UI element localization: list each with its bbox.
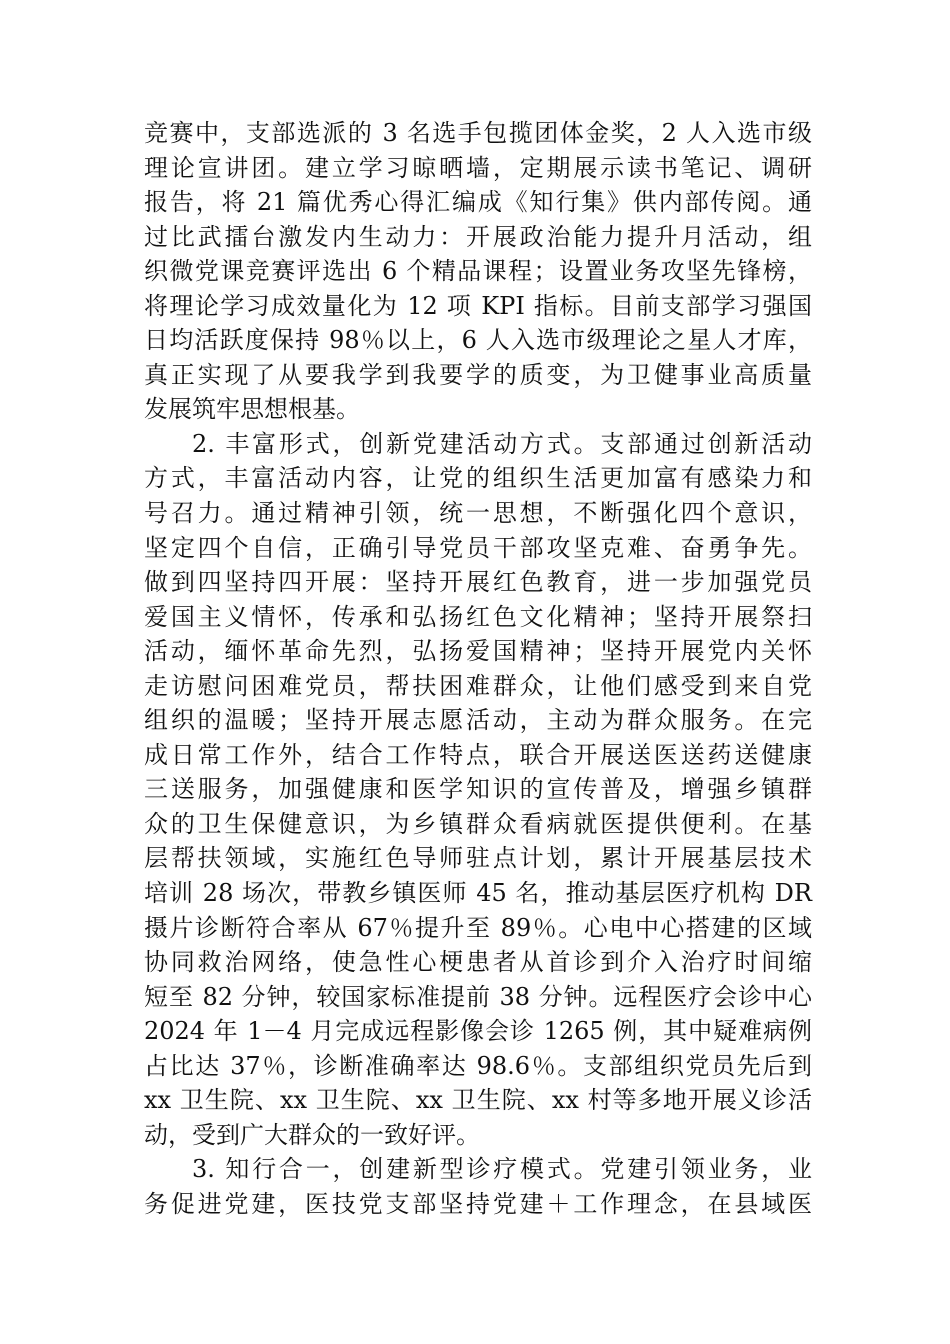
text-line: 摄片诊断符合率从 67％提升至 89％。心电中心搭建的区域 [144, 913, 812, 942]
text-line: 发展筑牢思想根基。 [144, 395, 360, 424]
text-line: 竞赛中，支部选派的 3 名选手包揽团体金奖，2 人入选市级 [144, 119, 812, 147]
text-line: 将理论学习成效量化为 12 项 KPI 指标。目前支部学习强国 [144, 291, 812, 320]
text-line: 日均活跃度保持 98％以上，6 人入选市级理论之星人才库， [144, 326, 812, 355]
text-line: 成日常工作外，结合工作特点，联合开展送医送药送健康 [144, 740, 812, 769]
text-line: 组织的温暖；坚持开展志愿活动，主动为群众服务。在完 [144, 706, 812, 735]
section-heading-line: 3. 知行合一，创建新型诊疗模式。党建引领业务，业 [192, 1155, 812, 1184]
text-line: 务促进党建，医技党支部坚持党建＋工作理念，在县域医 [144, 1189, 812, 1218]
text-line: 众的卫生保健意识，为乡镇群众看病就医提供便利。在基 [144, 809, 812, 838]
text-line: 层帮扶领域，实施红色导师驻点计划，累计开展基层技术 [144, 844, 812, 873]
text-line: 三送服务，加强健康和医学知识的宣传普及，增强乡镇群 [144, 775, 812, 804]
text-line: 动，受到广大群众的一致好评。 [144, 1120, 480, 1149]
text-line: 占比达 37％，诊断准确率达 98.6％。支部组织党员先后到 [144, 1051, 812, 1080]
text-line: 织微党课竞赛评选出 6 个精品课程；设置业务攻坚先锋榜， [144, 257, 812, 286]
body-text [144, 116, 812, 1222]
text-line: 号召力。通过精神引领，统一思想，不断强化四个意识， [144, 499, 812, 528]
text-line: 报告，将 21 篇优秀心得汇编成《知行集》供内部传阅。通 [144, 188, 812, 217]
text-line: 方式，丰富活动内容，让党的组织生活更加富有感染力和 [144, 464, 812, 493]
section-heading-line: 2. 丰富形式，创新党建活动方式。支部通过创新活动 [192, 429, 812, 458]
text-line: 爱国主义情怀，传承和弘扬红色文化精神；坚持开展祭扫 [144, 602, 812, 631]
text-line: 短至 82 分钟，较国家标准提前 38 分钟。远程医疗会诊中心 [144, 982, 812, 1011]
text-line: 走访慰问困难党员，帮扶困难群众，让他们感受到来自党 [144, 671, 812, 700]
text-line: 理论宣讲团。建立学习晾晒墙，定期展示读书笔记、调研 [144, 153, 812, 182]
text-line: 活动，缅怀革命先烈，弘扬爱国精神；坚持开展党内关怀 [144, 637, 812, 666]
text-line: 协同救治网络，使急性心梗患者从首诊到介入治疗时间缩 [144, 948, 812, 977]
text-line: 真正实现了从要我学到我要学的质变，为卫健事业高质量 [144, 360, 812, 389]
text-line: 做到四坚持四开展：坚持开展红色教育，进一步加强党员 [144, 568, 812, 597]
text-line: 2024 年 1－4 月完成远程影像会诊 1265 例，其中疑难病例 [144, 1017, 812, 1046]
text-line: xx 卫生院、xx 卫生院、xx 卫生院、xx 村等多地开展义诊活 [144, 1086, 812, 1115]
text-line: 培训 28 场次，带教乡镇医师 45 名，推动基层医疗机构 DR [144, 879, 812, 908]
text-line: 过比武擂台激发内生动力：开展政治能力提升月活动，组 [144, 222, 812, 251]
text-line: 坚定四个自信，正确引导党员干部攻坚克难、奋勇争先。 [144, 533, 812, 562]
